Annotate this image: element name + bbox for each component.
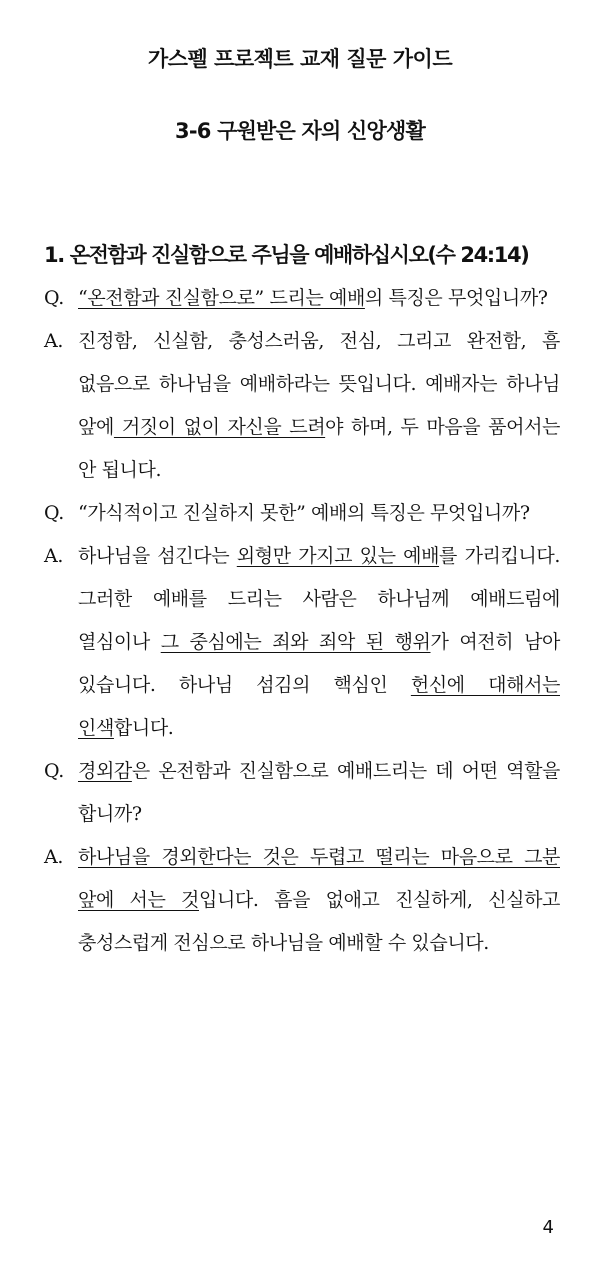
question-item [44,277,560,320]
underlined-phrase: “온전함과 진실함으로” 드리는 예배 [78,287,365,309]
question-text [78,750,560,836]
question-marker: Q. [44,760,64,782]
answer-marker: A. [44,330,63,352]
answer-text [78,836,560,965]
underlined-phrase: 하나님을 경외한다는 것은 두렵고 떨리는 마음으로 그분 앞에 서는 것 [78,846,560,911]
question-marker: Q. [44,287,64,309]
answer-text [78,535,560,750]
question-item [44,492,560,535]
qa-list [44,277,560,965]
document-title: 가스펠 프로젝트 교재 질문 가이드 [147,47,453,71]
text-segment: 의 특징은 무엇입니까? [364,287,548,309]
text-segment: 야 하며, 두 마음을 품어서는 안 됩니다. [78,416,560,481]
text-segment: 진정함, 신실함, 충성스러움, 전심, 그리고 완전함, 흠 없음으로 하나님을 예배하라는 뜻입니다. 예배자는 하나님 앞에 [78,330,560,438]
answer-item [44,836,560,965]
text-segment: 하나님을 섬긴다는 [78,545,237,567]
answer-item [44,535,560,750]
question-text [78,277,560,320]
answer-marker: A. [44,846,63,868]
text-segment: 은 온전함과 진실함으로 예배드리는 데 어떤 역할을 합니까? [78,760,560,825]
question-text [78,492,560,535]
underlined-phrase: 그 중심에는 죄와 죄악 된 행위 [160,631,431,653]
text-segment: 가 여전히 남아 있습니다. 하나님 섬김의 핵심인 [78,631,560,696]
page-number: 4 [542,1217,554,1238]
text-segment: 를 가리킵니다. 그러한 예배를 드리는 사람은 하나님께 예배드림에 열심이나 [78,545,560,653]
lesson-subtitle: 3-6 구원받은 자의 신앙생활 [175,119,425,143]
underlined-phrase: 경외감 [78,760,132,782]
underlined-phrase: 거짓이 없이 자신을 드려 [113,416,326,438]
text-segment: 합니다. [113,717,174,739]
text-segment: “가식적이고 진실하지 못한” 예배의 특징은 무엇입니까? [78,502,530,524]
underlined-phrase: 헌신에 대해서는 인색 [78,674,560,739]
underlined-phrase: 외형만 가지고 있는 예배 [236,545,440,567]
answer-marker: A. [44,545,63,567]
question-marker: Q. [44,502,64,524]
question-item [44,750,560,836]
answer-item [44,320,560,492]
text-segment: 입니다. 흠을 없애고 진실하게, 신실하고 충성스럽게 전심으로 하나님을 예배할 수 있습니다. [78,889,560,954]
section-heading: 1. 온전함과 진실함으로 주님을 예배하십시오(수 24:14) [44,243,529,267]
answer-text [78,320,560,492]
